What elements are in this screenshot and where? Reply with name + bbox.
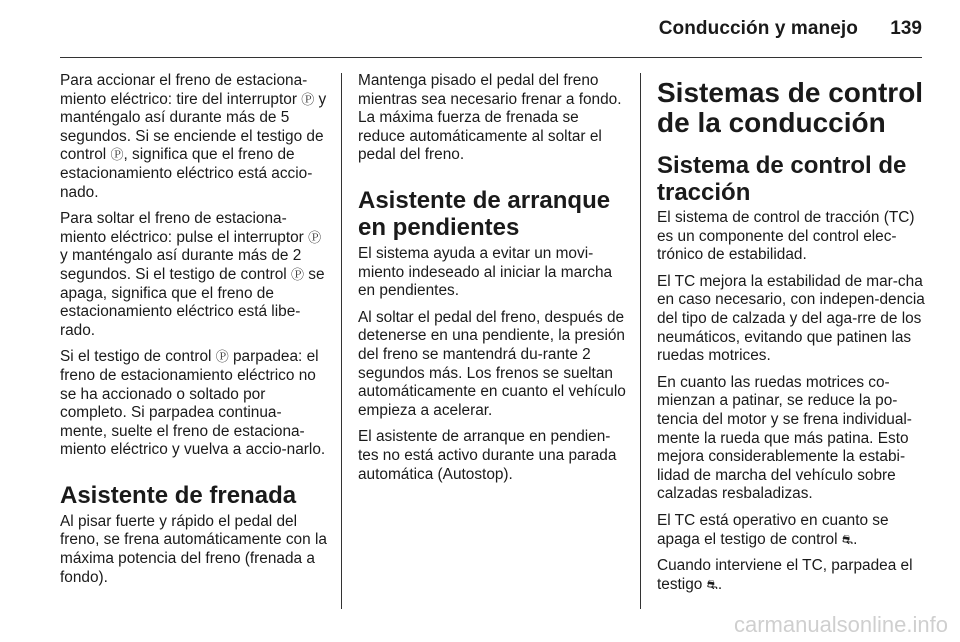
heading-brake-assist: Asistente de frenada [60, 481, 297, 509]
watermark: carmanualsonline.info [733, 612, 948, 637]
tc-off-icon: ⛐ [841, 531, 854, 547]
column-divider-2 [640, 73, 641, 609]
column-divider-1 [341, 73, 342, 609]
paragraph-engage-brake [60, 72, 328, 202]
heading-driving-control: Sistemas de control de la conducción [657, 77, 924, 138]
column-2 [358, 72, 626, 492]
column-1 [60, 72, 328, 595]
paragraph-brake-flash [60, 348, 328, 460]
parking-brake-icon: Ⓟ [110, 147, 124, 163]
paragraph-brake-assist: Al pisar fuerte y rápido el pedal del freno, se frena automáticamente con la máxima potencia del freno (frenada a fondo). [60, 512, 327, 586]
text-span: El TC está operativo en cuanto se apaga el testigo de control [657, 511, 889, 548]
paragraph-tc-1: El sistema de control de tracción (TC) es un componente del control elec-trónico de estabilidad. [657, 209, 915, 264]
text-span: parpadea: el freno de estacionamiento eléctrico no se ha accionado o soltado por completo. Si parpadea continua-mente, suelte el freno de estaciona-miento eléctrico y vuelva a accio-narlo. [60, 348, 326, 459]
paragraph-tc-5 [657, 557, 925, 594]
text-span: Cuando interviene el TC, parpadea el testigo [657, 557, 913, 593]
text-span: Para accionar el freno de estaciona-miento eléctrico: tire del interruptor [60, 72, 308, 108]
paragraph-hill-start-2: Al soltar el pedal del freno, después de detenerse en una pendiente, la presión del freno se mantendrá du-rante 2 segundos más. Los frenos se sueltan automáticamente en cuanto el vehículo empieza a acelerar. [358, 308, 626, 419]
paragraph-tc-4 [657, 512, 925, 549]
paragraph-tc-2: El TC mejora la estabilidad de mar-cha en caso necesario, con indepen-dencia del tipo de calzada y del aga-rre de los neumáticos, evitando que patinen las ruedas motrices. [657, 272, 925, 365]
section-title: Conducción y manejo [658, 18, 858, 39]
text-span: Para soltar el freno de estaciona-miento eléctrico: pulse el interruptor [60, 210, 309, 246]
text-span: . [853, 530, 858, 548]
heading-hill-start: Asistente de arranque en pendientes [358, 186, 611, 241]
header-divider [60, 57, 922, 58]
parking-brake-icon: Ⓟ [291, 266, 305, 282]
paragraph-hill-start-1: El sistema ayuda a evitar un movi-miento indeseado al iniciar la marcha en pendientes. [358, 244, 613, 300]
paragraph-tc-3: En cuanto las ruedas motrices co-mienzan a patinar, se reduce la po-tencia del motor y se frena individual-mente la rueda que más patina. Esto mejora considerablemente la estabi-lidad de marcha del vehículo sobre calzadas resbaladizas. [657, 373, 912, 503]
paragraph-hill-start-3: El asistente de arranque en pendien-tes no está activo durante una parada automática (Autostop). [358, 428, 617, 483]
text-span: se apaga, significa que el freno de estacionamiento eléctrico está libe-rado. [60, 265, 325, 339]
text-span: y manténgalo así durante más de 5 segundos. Si se enciende el testigo de control [60, 90, 327, 164]
parking-brake-icon: Ⓟ [308, 229, 322, 245]
paragraph-release-brake [60, 210, 328, 340]
text-span: Si el testigo de control [60, 348, 216, 366]
page-number: 139 [890, 18, 922, 39]
heading-traction-control: Sistema de control de tracción [657, 152, 907, 206]
tc-off-icon: ⛐ [706, 576, 718, 592]
parking-brake-icon: Ⓟ [215, 349, 229, 365]
text-span: . [717, 575, 723, 593]
parking-brake-icon: Ⓟ [301, 91, 315, 107]
text-span: , significa que el freno de estacionamiento eléctrico está accio-nado. [60, 146, 313, 201]
column-3 [657, 78, 925, 602]
paragraph-brake-hold: Mantenga pisado el pedal del freno mientras sea necesario frenar a fondo. La máxima fuerza de frenada se reduce automáticamente al soltar el pedal del freno. [358, 72, 622, 164]
page-header [0, 0, 960, 48]
text-span: y manténgalo así durante más de 2 segundos. Si el testigo de control [60, 247, 302, 283]
